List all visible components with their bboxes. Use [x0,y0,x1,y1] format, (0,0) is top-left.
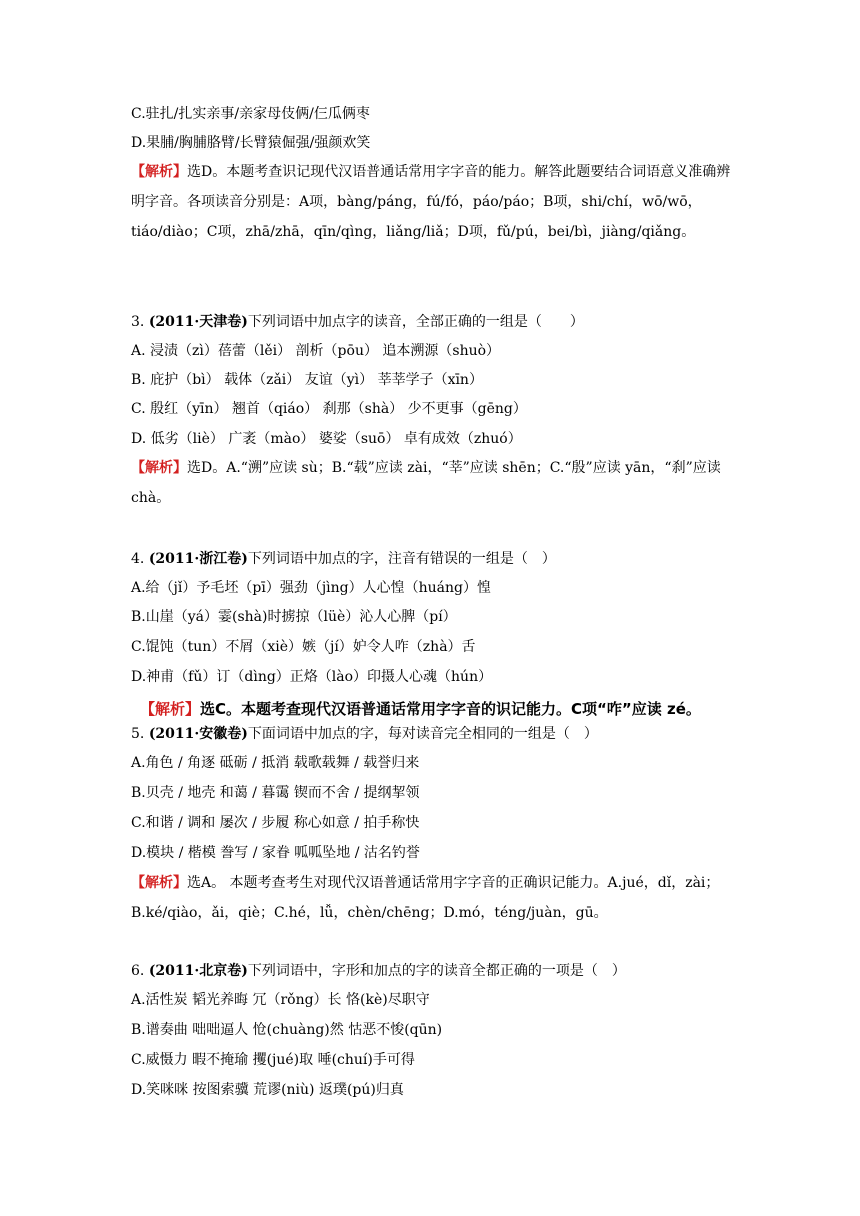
q3-option-b: B. 庇护（bì） 载体（zǎi） 友谊（yì） 莘莘学子（xīn） [131,372,483,388]
analysis-text: 选C。本题考查现代汉语普通话常用字字音的识记能力。C项“咋”应读 zé。 [200,700,701,718]
q5-option-c: C.和谐 / 调和 屡次 / 步履 称心如意 / 拍手称快 [131,815,420,831]
q5-option-a: A.角色 / 角逐 砥砺 / 抵消 载歌载舞 / 载誉归来 [131,755,420,771]
q6-option-b: B.谱奏曲 咄咄逼人 怆(chuàng)然 怙恶不悛(qūn) [131,1022,443,1038]
question-stem: 下列词语中加点字的读音，全部正确的一组是（ ） [247,314,584,330]
q4-option-a: A.给（jǐ）予毛坯（pī）强劲（jìng）人心惶（huáng）惶 [131,580,491,596]
question-number: 3. [131,314,145,330]
question-number: 6. [131,963,145,979]
question-source: (2011·安徽卷) [148,726,248,742]
q3-option-d: D. 低劣（liè） 广袤（mào） 婆娑（suō） 卓有成效（zhuó） [131,431,522,447]
q2-option-c: C.驻扎/扎实亲事/亲家母伎俩/仨瓜俩枣 [131,106,370,122]
question-stem: 下列词语中加点的字，注音有错误的一组是（ ） [247,551,556,567]
q5-option-b: B.贝壳 / 地壳 和蔼 / 暮霭 锲而不舍 / 提纲挈领 [131,785,420,801]
q3-stem [131,313,731,331]
q2-option-d: D.果脯/胸脯胳臂/长臂猿倔强/强颜欢笑 [131,135,371,151]
question-stem: 下面词语中加点的字，每对读音完全相同的一组是（ ） [247,726,598,742]
analysis-text: 选D。A.“溯”应读 sù；B.“载”应读 zài，“莘”应读 shēn；C.“殷”应读 yān，“刹”应读 chà。 [131,460,721,506]
analysis-text: 选A。 本题考查考生对现代汉语普通话常用字字音的正确识记能力。A.jué，dǐ，zài；B.ké/qiào，ǎi，qiè；C.hé，lǚ，chèn/chēng；D.mó，téng/juàn，gū。 [131,875,720,921]
q3-option-a: A. 浸渍（zì）蓓蕾（lěi） 剖析（pōu） 追本溯源（shuò） [131,343,501,359]
analysis-tag: 【解析】 [131,460,187,476]
analysis-tag: 【解析】 [140,700,201,718]
q6-option-d: D.笑咪咪 按图索骥 荒谬(niù) 返璞(pú)归真 [131,1082,404,1098]
q6-stem [131,962,731,980]
q5-option-d: D.模块 / 楷模 誊写 / 家眷 呱呱坠地 / 沽名钓誉 [131,845,420,861]
q4-analysis [140,700,740,718]
question-number: 5. [131,726,145,742]
question-number: 4. [131,551,145,567]
q6-option-c: C.威慑力 暇不掩瑜 攫(jué)取 唾(chuí)手可得 [131,1052,415,1068]
analysis-tag: 【解析】 [131,164,187,180]
q3-analysis [131,453,731,513]
q2-analysis [131,157,731,247]
question-source: (2011·浙江卷) [148,551,248,567]
analysis-tag: 【解析】 [131,875,187,891]
q4-option-d: D.神甫（fǔ）订（dìng）正烙（lào）印摄人心魂（hún） [131,669,493,685]
question-stem: 下列词语中，字形和加点的字的读音全都正确的一项是（ ） [247,963,626,979]
q4-option-c: C.馄饨（tun）不屑（xiè）嫉（jí）妒令人咋（zhà）舌 [131,639,476,655]
q4-option-b: B.山崖（yá）霎(shà)时掳掠（lüè）沁人心脾（pí） [131,609,457,625]
q4-stem [131,550,731,568]
q5-analysis [131,868,731,928]
q3-option-c: C. 殷红（yīn） 翘首（qiáo） 刹那（shà） 少不更事（gēng） [131,401,527,417]
q5-stem [131,725,731,743]
analysis-text: 选D。本题考查识记现代汉语普通话常用字字音的能力。解答此题要结合词语意义准确辨明字音。各项读音分别是：A项，bàng/páng，fú/fó，páo/páo；B项，shi/chí，wō/wō，tiáo/diào；C项，zhā/zhā，qīn/qìng，liǎng/liǎ；D项，fǔ/pú，bei/bì，jiàng/qiǎng。 [131,164,731,240]
question-source: (2011·北京卷) [148,963,248,979]
question-source: (2011·天津卷) [148,314,248,330]
q6-option-a: A.活性炭 韬光养晦 冗（rǒng）长 恪(kè)尽职守 [131,992,430,1008]
